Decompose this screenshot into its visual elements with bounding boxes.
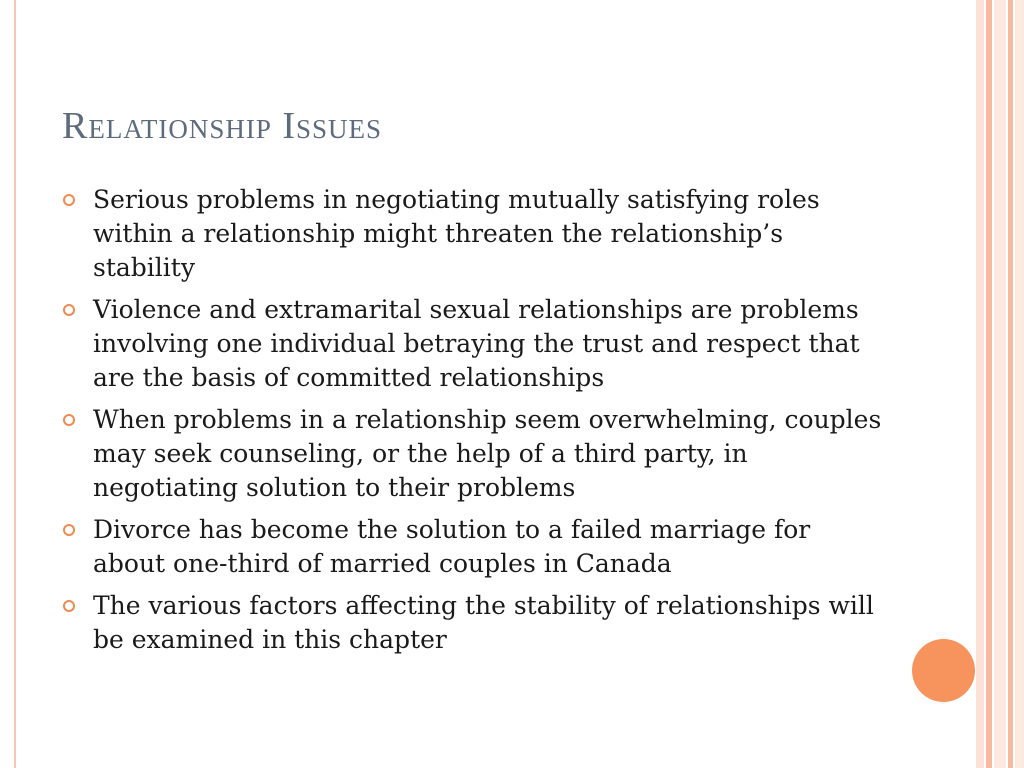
decorative-stripe: [986, 0, 992, 768]
bullet-item: [62, 513, 882, 581]
bullet-text: When problems in a relationship seem overwhelming, couples may seek counseling, or the help of a third party, in negotiating solution to their problems: [93, 405, 882, 502]
circle-outline-icon: [63, 524, 75, 536]
slide-title: Relationship Issues: [62, 105, 383, 147]
left-frame-line: [14, 0, 16, 768]
bullet-item: [62, 183, 882, 285]
decorative-stripe: [976, 0, 984, 768]
bullet-text: The various factors affecting the stability of relationships will be examined in this chapter: [93, 591, 874, 654]
circle-outline-icon: [63, 304, 75, 316]
decorative-stripe: [994, 0, 1006, 768]
decorative-orange-circle: [912, 639, 975, 702]
bullet-item: [62, 293, 882, 395]
bullet-text: Divorce has become the solution to a failed marriage for about one-third of married couples in Canada: [93, 515, 811, 578]
bullet-item: [62, 589, 882, 657]
bullet-text: Violence and extramarital sexual relationships are problems involving one individual betraying the trust and respect that are the basis of committed relationships: [93, 295, 860, 392]
bullet-list: [62, 183, 882, 665]
decorative-stripe: [1008, 0, 1013, 768]
circle-outline-icon: [63, 414, 75, 426]
bullet-text: Serious problems in negotiating mutually satisfying roles within a relationship might threaten the relationship’s stability: [93, 185, 820, 282]
bullet-item: [62, 403, 882, 505]
circle-outline-icon: [63, 194, 75, 206]
circle-outline-icon: [63, 600, 75, 612]
decorative-stripe: [1015, 0, 1024, 768]
